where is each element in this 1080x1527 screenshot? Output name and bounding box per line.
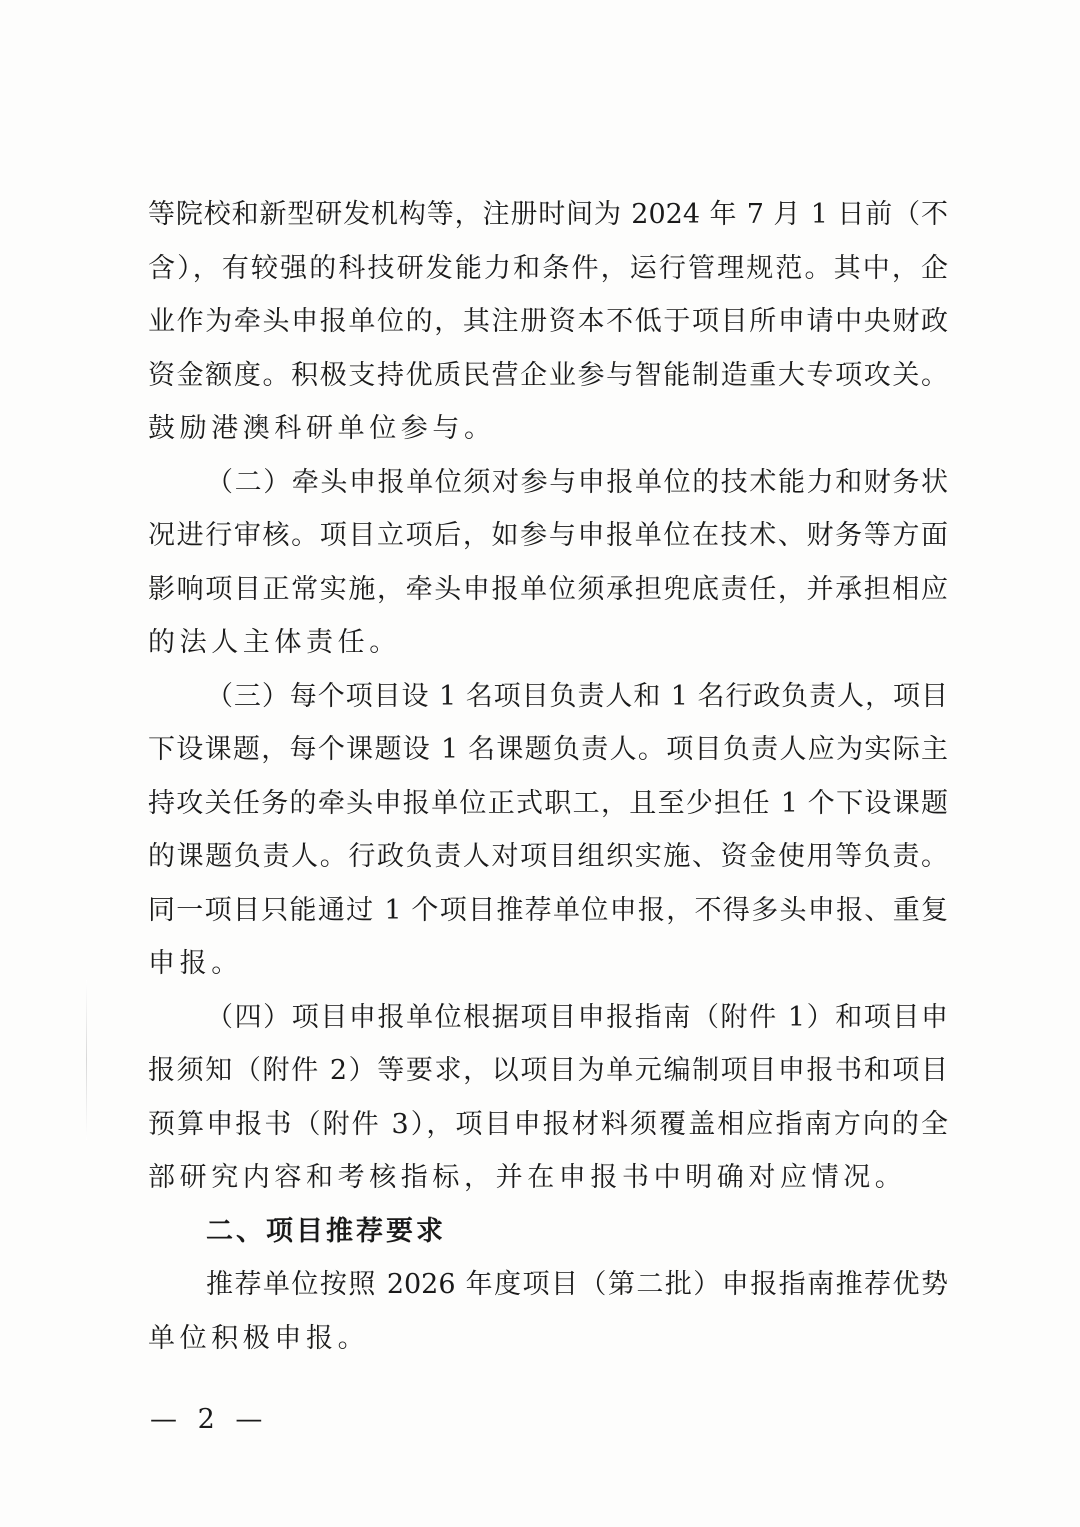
paragraph-4-first-line: （四）项目申报单位根据项目申报指南（附件 1）和项目申 bbox=[206, 1001, 948, 1033]
text-line: 申报。 bbox=[148, 948, 243, 979]
text-line: 影响项目正常实施，牵头申报单位须承担兜底责任，并承担相应 bbox=[148, 573, 948, 605]
section-heading: 二、项目推荐要求 bbox=[206, 1215, 446, 1247]
text-line: 单位积极申报。 bbox=[148, 1322, 370, 1354]
text-line: 含），有较强的科技研发能力和条件，运行管理规范。其中，企 bbox=[148, 252, 948, 284]
page-number: — 2 — bbox=[150, 1404, 269, 1435]
text-line: 部研究内容和考核指标，并在申报书中明确对应情况。 bbox=[148, 1162, 907, 1193]
text-line: 业作为牵头申报单位的，其注册资本不低于项目所申请中央财政 bbox=[148, 306, 948, 337]
text-line: 同一项目只能通过 1 个项目推荐单位申报，不得多头申报、重复 bbox=[148, 894, 948, 926]
body-text bbox=[148, 188, 948, 1365]
text-line: 预算申报书（附件 3），项目申报材料须覆盖相应指南方向的全 bbox=[148, 1108, 948, 1140]
text-line: 鼓励港澳科研单位参与。 bbox=[148, 413, 496, 444]
text-line: 的课题负责人。行政负责人对项目组织实施、资金使用等负责。 bbox=[148, 841, 948, 872]
text-line: 况进行审核。项目立项后，如参与申报单位在技术、财务等方面 bbox=[148, 520, 948, 551]
text-line: 等院校和新型研发机构等，注册时间为 2024 年 7 月 1 日前（不 bbox=[148, 199, 948, 230]
scan-artifact-line bbox=[86, 980, 87, 1140]
text-line: 资金额度。积极支持优质民营企业参与智能制造重大专项攻关。 bbox=[148, 359, 948, 391]
paragraph-5-first-line: 推荐单位按照 2026 年度项目（第二批）申报指南推荐优势 bbox=[206, 1269, 948, 1300]
paragraph-3-first-line: （三）每个项目设 1 名项目负责人和 1 名行政负责人，项目 bbox=[206, 680, 948, 712]
paragraph-2-first-line: （二）牵头申报单位须对参与申报单位的技术能力和财务状 bbox=[206, 466, 948, 498]
text-line: 报须知（附件 2）等要求，以项目为单元编制项目申报书和项目 bbox=[148, 1055, 948, 1086]
text-line: 持攻关任务的牵头申报单位正式职工，且至少担任 1 个下设课题 bbox=[148, 787, 948, 819]
text-line: 的法人主体责任。 bbox=[148, 627, 401, 658]
text-line: 下设课题，每个课题设 1 名课题负责人。项目负责人应为实际主 bbox=[148, 734, 948, 765]
